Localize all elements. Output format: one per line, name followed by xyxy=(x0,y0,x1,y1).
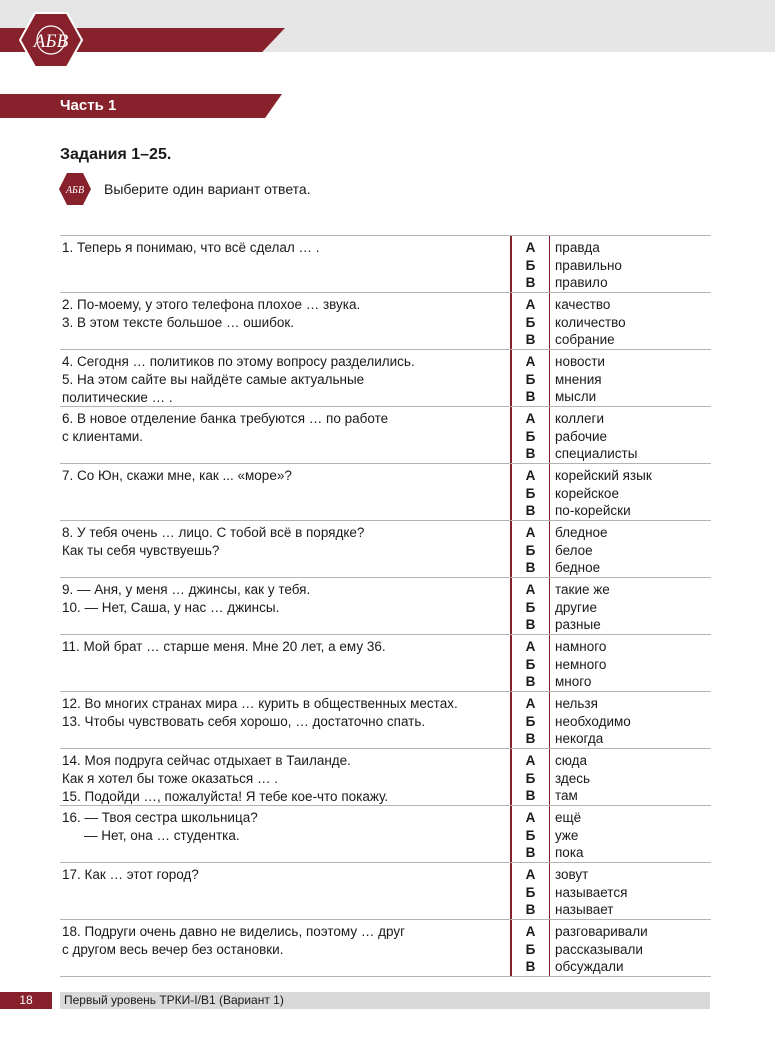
answer-letter: В xyxy=(525,275,536,290)
question-line: 10. — Нет, Саша, у нас … джинсы. xyxy=(62,600,280,615)
answer-option[interactable]: называет xyxy=(555,902,614,917)
question-row xyxy=(60,292,711,349)
answer-option[interactable]: пока xyxy=(555,845,584,860)
answer-option[interactable]: бедное xyxy=(555,560,601,575)
answer-option[interactable]: намного xyxy=(555,639,607,654)
answer-letter: А xyxy=(525,354,536,369)
question-text xyxy=(60,749,504,805)
answer-letters xyxy=(512,806,549,862)
answer-letter: Б xyxy=(525,770,536,786)
abv-hexagon-icon xyxy=(58,172,92,206)
answer-letters xyxy=(512,293,549,349)
question-row xyxy=(60,235,711,292)
answer-option[interactable]: немного xyxy=(555,656,607,672)
answer-option[interactable]: мнения xyxy=(555,371,602,387)
answer-option[interactable]: специалисты xyxy=(555,446,638,461)
answer-letter: Б xyxy=(525,542,536,558)
answer-option[interactable]: корейский язык xyxy=(555,468,652,483)
question-row xyxy=(60,805,711,862)
question-row xyxy=(60,577,711,634)
answer-options xyxy=(550,578,610,634)
question-row xyxy=(60,406,711,463)
question-line: 5. На этом сайте вы найдёте самые актуальные xyxy=(62,372,365,387)
answer-option[interactable]: уже xyxy=(555,827,579,843)
answer-option[interactable]: количество xyxy=(555,314,626,330)
answer-letter: В xyxy=(525,332,536,347)
answer-letter: А xyxy=(525,240,536,255)
answer-letters xyxy=(512,578,549,634)
instruction-text: Выберите один вариант ответа. xyxy=(104,181,311,197)
answer-letter: В xyxy=(525,560,536,575)
answer-letters xyxy=(512,749,549,805)
answer-option[interactable]: сюда xyxy=(555,753,587,768)
answer-option[interactable]: нельзя xyxy=(555,696,598,711)
answer-option[interactable]: там xyxy=(555,788,578,803)
answer-letters xyxy=(512,350,549,406)
answer-letter: Б xyxy=(525,884,536,900)
question-line: Как ты себя чувствуешь? xyxy=(62,543,220,558)
questions-table xyxy=(60,235,711,977)
answer-option[interactable]: называется xyxy=(555,884,628,900)
answer-option[interactable]: рассказывали xyxy=(555,941,643,957)
answer-letter: А xyxy=(525,753,536,768)
question-line: 17. Как … этот город? xyxy=(62,867,199,882)
question-line: 6. В новое отделение банка требуются … по работе xyxy=(62,411,389,426)
answer-options xyxy=(550,407,637,463)
answer-letter: Б xyxy=(525,314,536,330)
answer-letter: Б xyxy=(525,827,536,843)
answer-options xyxy=(550,236,622,292)
question-line: — Нет, она … студентка. xyxy=(84,828,240,843)
answer-letter: В xyxy=(525,446,536,461)
answer-options xyxy=(550,920,648,976)
answer-letter: А xyxy=(525,639,536,654)
answer-option[interactable]: разные xyxy=(555,617,601,632)
question-line: 4. Сегодня … политиков по этому вопросу разделились. xyxy=(62,354,415,369)
answer-letter: А xyxy=(525,525,536,540)
answer-letter: В xyxy=(525,674,536,689)
question-text xyxy=(60,692,504,748)
answer-options xyxy=(550,863,627,919)
question-row xyxy=(60,691,711,748)
answer-options xyxy=(550,692,631,748)
answer-option[interactable]: зовут xyxy=(555,867,589,882)
question-text xyxy=(60,635,504,691)
answer-options xyxy=(550,635,606,691)
answer-letter: В xyxy=(525,617,536,632)
answer-option[interactable]: бледное xyxy=(555,525,608,540)
answer-letter: Б xyxy=(525,257,536,273)
question-line: 1. Теперь я понимаю, что всё сделал … . xyxy=(62,240,320,255)
answer-option[interactable]: правило xyxy=(555,275,608,290)
question-text xyxy=(60,863,504,919)
question-row xyxy=(60,634,711,691)
answer-option[interactable]: много xyxy=(555,674,592,689)
question-text xyxy=(60,407,504,463)
answer-options xyxy=(550,293,626,349)
answer-letters xyxy=(512,692,549,748)
question-text xyxy=(60,521,504,577)
answer-option[interactable]: новости xyxy=(555,354,605,369)
question-line: 9. — Аня, у меня … джинсы, как у тебя. xyxy=(62,582,311,597)
answer-letters xyxy=(512,635,549,691)
answer-options xyxy=(550,464,652,520)
answer-letters xyxy=(512,407,549,463)
question-row xyxy=(60,862,711,919)
question-row xyxy=(60,919,711,977)
answer-option[interactable]: обсуждали xyxy=(555,959,624,974)
answer-option[interactable]: необходимо xyxy=(555,713,631,729)
answer-option[interactable]: другие xyxy=(555,599,597,615)
answer-letter: Б xyxy=(525,428,536,444)
question-line: 11. Мой брат … старше меня. Мне 20 лет, а ему 36. xyxy=(62,639,386,654)
answer-letter: В xyxy=(525,503,536,518)
answer-letter: А xyxy=(525,867,536,882)
answer-letters xyxy=(512,521,549,577)
answer-option[interactable]: рабочие xyxy=(555,428,608,444)
answer-option[interactable]: по-корейски xyxy=(555,503,631,518)
question-text xyxy=(60,578,504,634)
answer-option[interactable]: белое xyxy=(555,542,593,558)
answer-letter: Б xyxy=(525,941,536,957)
answer-letter: А xyxy=(525,297,536,312)
tasks-heading: Задания 1–25. xyxy=(60,146,172,163)
svg-text:АБВ: АБВ xyxy=(65,185,85,196)
question-line: политические … . xyxy=(62,390,173,405)
answer-letter: В xyxy=(525,788,536,803)
answer-letter: А xyxy=(525,696,536,711)
answer-option[interactable]: собрание xyxy=(555,332,615,347)
question-line: 2. По-моему, у этого телефона плохое … звука. xyxy=(62,297,361,312)
answer-letters xyxy=(512,236,549,292)
question-line: с другом весь вечер без остановки. xyxy=(62,942,284,957)
answer-option[interactable]: разговаривали xyxy=(555,924,648,939)
question-line: 18. Подруги очень давно не виделись, поэтому … друг xyxy=(62,924,406,939)
question-text xyxy=(60,920,504,976)
answer-letter: В xyxy=(525,389,536,404)
answer-letter: Б xyxy=(525,371,536,387)
answer-option[interactable]: мысли xyxy=(555,389,597,404)
question-text xyxy=(60,464,504,520)
answer-options xyxy=(550,749,590,805)
answer-option[interactable]: качество xyxy=(555,297,611,312)
question-row xyxy=(60,463,711,520)
answer-letter: В xyxy=(525,731,536,746)
question-line: с клиентами. xyxy=(62,429,144,444)
answer-option[interactable]: здесь xyxy=(555,770,591,786)
answer-letter: В xyxy=(525,902,536,917)
question-row xyxy=(60,520,711,577)
answer-letters xyxy=(512,920,549,976)
answer-option[interactable]: правда xyxy=(555,240,600,255)
answer-letter: В xyxy=(525,845,536,860)
part-banner xyxy=(0,94,282,118)
answer-letter: А xyxy=(525,468,536,483)
question-line: 16. — Твоя сестра школьница? xyxy=(62,810,258,825)
answer-option[interactable]: ещё xyxy=(555,810,582,825)
answer-letter: Б xyxy=(525,485,536,501)
answer-letter: А xyxy=(525,810,536,825)
answer-option[interactable]: правильно xyxy=(555,257,622,273)
question-text xyxy=(60,806,504,862)
answer-options xyxy=(550,521,608,577)
answer-letters xyxy=(512,863,549,919)
answer-letter: Б xyxy=(525,656,536,672)
question-text xyxy=(60,350,504,406)
question-line: Как я хотел бы тоже оказаться … . xyxy=(62,771,278,786)
question-row xyxy=(60,748,711,805)
question-line: 14. Моя подруга сейчас отдыхает в Таиланде. xyxy=(62,753,351,768)
part-title: Часть 1 xyxy=(60,97,117,114)
answer-option[interactable]: корейское xyxy=(555,485,619,501)
answer-option[interactable]: некогда xyxy=(555,731,604,746)
question-line: 8. У тебя очень … лицо. С тобой всё в порядке? xyxy=(62,525,365,540)
abv-hexagon-logo-icon xyxy=(19,12,83,68)
answer-letters xyxy=(512,464,549,520)
answer-options xyxy=(550,806,584,862)
question-line: 12. Во многих странах мира … курить в общественных местах. xyxy=(62,696,458,711)
answer-option[interactable]: такие же xyxy=(555,582,610,597)
answer-letter: А xyxy=(525,582,536,597)
question-row xyxy=(60,349,711,406)
answer-letter: А xyxy=(525,924,536,939)
question-line: 7. Со Юн, скажи мне, как ... «море»? xyxy=(62,468,292,483)
svg-text:АБВ: АБВ xyxy=(33,31,69,52)
footer-text: Первый уровень ТРКИ-I/B1 (Вариант 1) xyxy=(64,993,284,1007)
answer-option[interactable]: коллеги xyxy=(555,411,604,426)
answer-letter: Б xyxy=(525,713,536,729)
question-line: 13. Чтобы чувствовать себя хорошо, … достаточно спать. xyxy=(62,714,426,729)
answer-letter: А xyxy=(525,411,536,426)
answer-options xyxy=(550,350,605,406)
page-number: 18 xyxy=(0,992,52,1009)
question-line: 15. Подойди …, пожалуйста! Я тебе кое-что покажу. xyxy=(62,789,389,804)
question-text xyxy=(60,293,504,349)
answer-letter: Б xyxy=(525,599,536,615)
answer-letter: В xyxy=(525,959,536,974)
question-text xyxy=(60,236,504,292)
question-line: 3. В этом тексте большое … ошибок. xyxy=(62,315,295,330)
